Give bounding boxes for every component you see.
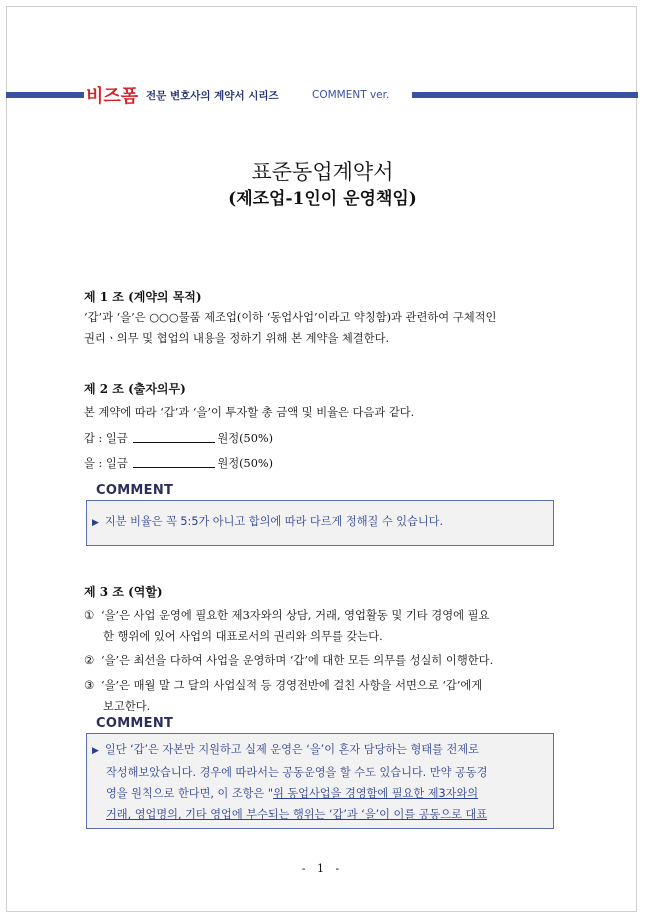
article-3-item-3 <box>84 675 562 717</box>
header-rule-left <box>6 92 84 98</box>
document-subtitle: (제조업-1인이 운영책임) <box>228 189 417 209</box>
article-2-intro: 본 계약에 따라 ‘갑’과 ‘을’이 투자할 총 금액 및 비율은 다음과 같다. <box>84 406 415 419</box>
comment-2-line-2: 작성해보았습니다. 경우에 따라서는 공동운영을 할 수도 있습니다. 만약 공동경 <box>106 766 488 779</box>
gap-prefix: 갑 : 일금 <box>84 432 128 445</box>
eul-suffix: 원정(50%) <box>217 457 274 470</box>
item-2-number: ② <box>84 654 95 667</box>
article-3-item-1 <box>84 605 562 647</box>
comment-2-label: COMMENT <box>96 716 174 731</box>
article-1-line-1: ‘갑’과 ‘을’은 ○○○물품 제조업(이하 ‘동업사업’이라고 약칭함)과 관련하여 구체적인 <box>84 311 497 324</box>
gap-amount-blank[interactable] <box>133 432 215 443</box>
article-2-gap-line <box>84 428 562 449</box>
eul-amount-blank[interactable] <box>133 457 215 468</box>
article-1-line-2: 권리ㆍ의무 및 협업의 내용을 정하기 위해 본 계약을 체결한다. <box>84 332 390 345</box>
item-2-line-1: ‘을’은 최선을 다하여 사업을 운영하며 ‘갑’에 대한 모든 의무를 성실히 이행한다. <box>101 654 494 667</box>
comment-2-line-4: 거래, 영업명의, 기타 영업에 부수되는 행위는 ‘갑’과 ‘을’이 이를 공동으로 대표 <box>106 808 488 821</box>
series-label: 전문 변호사의 계약서 시리즈 <box>146 90 279 102</box>
article-2-eul-line <box>84 453 562 474</box>
triangle-right-icon: ▶ <box>92 518 99 528</box>
article-1-heading: 제 1 조 (계약의 목적) <box>84 290 202 304</box>
item-3-line-2: 보고한다. <box>103 700 151 713</box>
version-label: COMMENT ver. <box>312 89 390 101</box>
comment-2-text <box>92 739 548 825</box>
article-3-heading: 제 3 조 (역할) <box>84 585 163 599</box>
item-1-line-1: ‘을’은 사업 운영에 필요한 제3자와의 상담, 거래, 영업활동 및 기타 경영에 필요 <box>101 609 490 622</box>
article-1-body <box>84 307 562 349</box>
comment-1-label: COMMENT <box>96 483 174 498</box>
header-rule-right <box>412 92 638 98</box>
eul-prefix: 을 : 일금 <box>84 457 128 470</box>
comment-2-line-3-plain: 영을 원칙으로 한다면, 이 조항은 " <box>106 787 273 800</box>
comment-1-text <box>92 511 443 534</box>
comment-2-line-3-underlined: 위 동업사업을 경영함에 필요한 제3자와의 <box>272 787 479 800</box>
article-2-heading: 제 2 조 (출자의무) <box>84 382 186 396</box>
triangle-right-icon: ▶ <box>92 746 99 756</box>
gap-suffix: 원정(50%) <box>217 432 274 445</box>
comment-2-line-1: 일단 ‘갑’은 자본만 지원하고 실제 운영은 ‘을’이 혼자 담당하는 형태를 전제로 <box>104 743 479 756</box>
item-1-number: ① <box>84 609 95 622</box>
item-3-number: ③ <box>84 679 95 692</box>
page-number: - 1 - <box>301 862 344 875</box>
brand-logo: 비즈폼 <box>86 86 139 107</box>
comment-1-body: 지분 비율은 꼭 5:5가 아니고 합의에 따라 다르게 정해질 수 있습니다. <box>104 515 444 528</box>
item-1-line-2: 한 행위에 있어 사업의 대표로서의 권리와 의무를 갖는다. <box>103 630 383 643</box>
item-3-line-1: ‘을’은 매월 말 그 달의 사업실적 등 경영전반에 걸친 사항을 서면으로 ‘갑’에게 <box>101 679 483 692</box>
document-title: 표준동업계약서 <box>251 160 394 184</box>
article-3-item-2 <box>84 650 562 671</box>
